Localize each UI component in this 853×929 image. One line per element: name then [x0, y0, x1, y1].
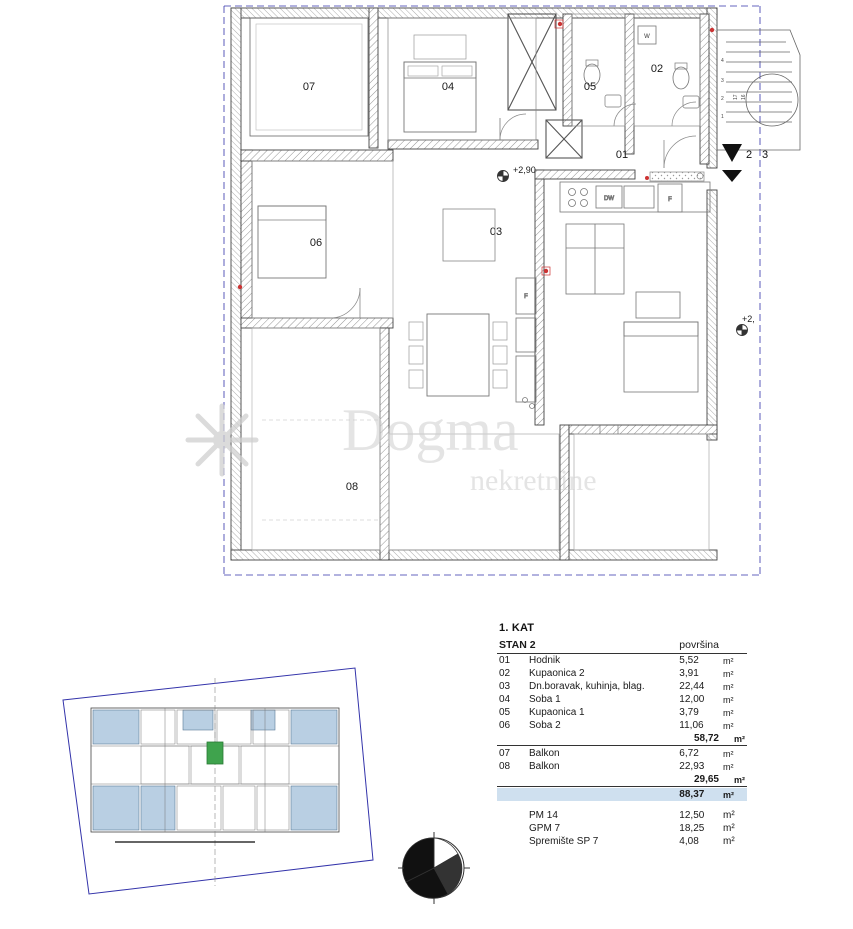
room-code: 05 [499, 707, 511, 718]
subtotal-balcony-row [497, 773, 747, 787]
room-name: Dn.boravak, kuhinja, blag. [529, 681, 645, 692]
room-unit: m² [723, 721, 734, 731]
extra-unit: m² [723, 823, 735, 834]
table-row [497, 693, 747, 706]
extra-unit: m² [723, 836, 735, 847]
svg-text:16: 16 [741, 94, 747, 100]
area-header: površina [677, 638, 721, 654]
svg-text:F: F [524, 294, 528, 300]
extra-name: PM 14 [529, 810, 558, 821]
svg-text:08: 08 [345, 481, 359, 493]
room-area: 6,72 [679, 748, 699, 759]
svg-text:02: 02 [650, 63, 664, 75]
room-code: 02 [499, 668, 511, 679]
total-row [497, 788, 747, 801]
room-area: 5,52 [679, 655, 699, 666]
table-row [497, 667, 747, 680]
room-name: Balkon [529, 761, 560, 772]
room-unit: m² [723, 749, 734, 759]
extra-area: 12,50 [679, 810, 705, 821]
room-unit: m² [723, 669, 734, 679]
room-unit: m² [723, 762, 734, 772]
floor-label: 1. KAT [499, 622, 535, 634]
subtotal-balcony-unit: m² [734, 775, 745, 785]
level-marker-1: +2,90 [513, 165, 536, 175]
extra-area: 18,25 [679, 823, 705, 834]
table-row [497, 822, 747, 835]
subtotal-interior-row [497, 732, 747, 746]
svg-text:1: 1 [721, 114, 724, 120]
room-unit: m² [723, 682, 734, 692]
total-unit: m² [721, 788, 747, 801]
subtotal-interior-value: 58,72 [693, 733, 719, 744]
table-row [497, 760, 747, 773]
svg-text:01: 01 [615, 149, 629, 161]
svg-text:05: 05 [583, 81, 597, 93]
svg-text:W: W [644, 34, 650, 40]
room-area: 12,00 [679, 694, 705, 705]
svg-text:4: 4 [721, 58, 724, 64]
table-row [497, 747, 747, 760]
room-name: Hodnik [529, 655, 561, 666]
table-header-row [497, 638, 747, 654]
room-area: 11,06 [679, 720, 704, 731]
room-area: 3,91 [679, 668, 699, 679]
table-row [497, 809, 747, 822]
subtotal-balcony-value: 29,65 [693, 774, 719, 785]
table-row [497, 706, 747, 719]
room-code: 06 [499, 720, 511, 731]
area-schedule [497, 622, 747, 848]
extra-name: Spremište SP 7 [529, 836, 599, 847]
table-row [497, 835, 747, 848]
table-row [497, 654, 747, 668]
svg-text:DW: DW [604, 196, 614, 202]
svg-text:2: 2 [746, 149, 753, 161]
room-unit: m² [723, 708, 734, 718]
room-code: 01 [499, 655, 511, 666]
svg-text:2: 2 [721, 96, 724, 102]
room-unit: m² [723, 656, 734, 666]
room-name: Kupaonica 2 [529, 668, 585, 679]
room-code: 08 [499, 761, 511, 772]
room-name: Balkon [529, 748, 560, 759]
svg-text:04: 04 [441, 81, 455, 93]
extra-unit: m² [723, 810, 735, 821]
room-name: Kupaonica 1 [529, 707, 585, 718]
table-row [497, 680, 747, 693]
svg-text:3: 3 [762, 149, 769, 161]
room-unit: m² [723, 695, 734, 705]
svg-text:07: 07 [302, 81, 316, 93]
room-code: 03 [499, 681, 511, 692]
room-area: 3,79 [679, 707, 699, 718]
extra-area: 4,08 [679, 836, 699, 847]
watermark-subtitle: nekretnine [470, 464, 597, 497]
svg-text:03: 03 [489, 226, 503, 238]
svg-text:17: 17 [733, 94, 739, 100]
room-code: 04 [499, 694, 511, 705]
room-code: 07 [499, 748, 511, 759]
watermark-brand: Dogma [342, 397, 519, 463]
room-name: Soba 2 [529, 720, 561, 731]
level-marker-2: +2, [742, 314, 755, 324]
subtotal-interior-unit: m² [734, 734, 745, 744]
svg-text:F: F [668, 197, 672, 203]
key-plan [55, 660, 375, 900]
svg-text:06: 06 [309, 237, 323, 249]
extra-name: GPM 7 [529, 823, 561, 834]
total-value: 88,37 [677, 788, 721, 801]
room-area: 22,44 [679, 681, 705, 692]
area-table [497, 638, 747, 848]
svg-text:3: 3 [721, 78, 724, 84]
table-row [497, 719, 747, 732]
room-name: Soba 1 [529, 694, 561, 705]
room-area: 22,93 [679, 761, 705, 772]
north-arrow-icon [396, 830, 472, 906]
unit-label: STAN 2 [497, 638, 677, 654]
